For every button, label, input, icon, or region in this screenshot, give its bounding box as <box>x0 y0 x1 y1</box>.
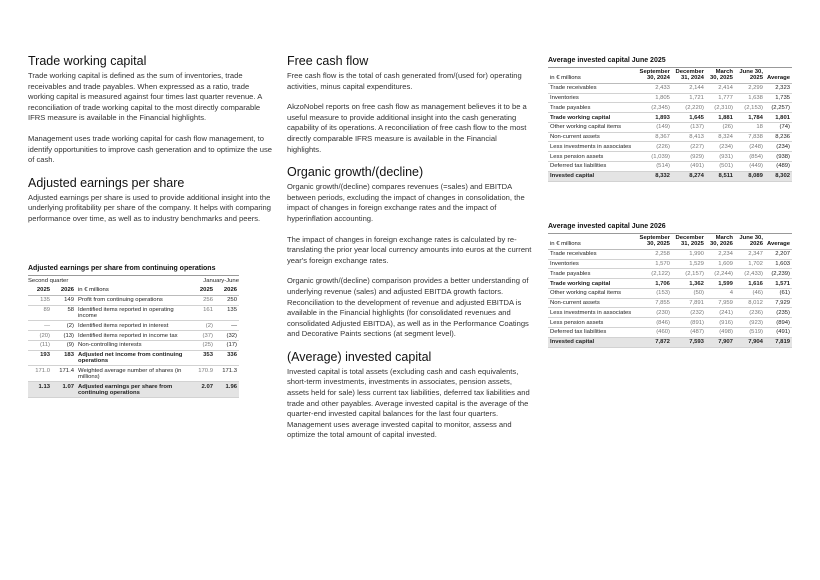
aic-2026-cell-label: Non-current assets <box>548 298 638 308</box>
aic-2026-cell-label: Inventories <box>548 259 638 269</box>
eps-cell-h2025: (25) <box>189 340 215 350</box>
aic-2025-cell-value: 1,893 <box>638 113 672 123</box>
aic-2025-cell-value: (489) <box>765 162 792 172</box>
eps-cell-q2026: 58 <box>52 305 76 321</box>
aic-2025-header-q3: March 30, 2025 <box>706 68 735 84</box>
aic-2026-cell-value: 1,362 <box>672 279 706 289</box>
eps-cell-h2025: 353 <box>189 350 215 366</box>
eps-period-left: Second quarter <box>28 278 69 284</box>
eps-cell-q2025: (20) <box>28 331 52 341</box>
eps-cell-q2025: 193 <box>28 350 52 366</box>
table-row <box>548 83 792 93</box>
aic-2026-cell-value: 2,258 <box>638 249 672 259</box>
eps-cell-q2026: 149 <box>52 295 76 305</box>
eps-cell-h2025: 2.07 <box>189 382 215 398</box>
aic-2026-cell-value: 7,959 <box>706 298 735 308</box>
table-row <box>548 279 792 289</box>
aic-2026-cell-label: Less investments in associates <box>548 308 638 318</box>
aic-2025-cell-value: (2,153) <box>735 103 765 113</box>
eps-cell-label: Profit from continuing operations <box>76 295 189 305</box>
aic-2026-cell-value: 2,347 <box>735 249 765 259</box>
aic-2026-cell-label: Invested capital <box>548 337 638 347</box>
table-row <box>548 162 792 172</box>
aic-heading: (Average) invested capital <box>287 349 432 364</box>
table-row <box>548 337 792 347</box>
aic-2026-table-body <box>548 249 792 347</box>
aic-2026-cell-value: 7,929 <box>765 298 792 308</box>
aic-2025-cell-label: Other working capital items <box>548 122 638 132</box>
aic-2025-cell-value: (2,345) <box>638 103 672 113</box>
aic-2026-cell-value: (2,122) <box>638 269 672 279</box>
eps-header-q2025: 2025 <box>28 286 52 295</box>
aic-2026-cell-value: 1,706 <box>638 279 672 289</box>
aic-2026-cell-value: 7,819 <box>765 337 792 347</box>
twc-paragraph-2: Management uses trade working capital for cash flow management, to identify opportunities to improve cash generation and to optimize the use of cash. <box>28 133 272 165</box>
eps-cell-q2025: 1.13 <box>28 382 52 398</box>
aic-2025-cell-value: 1,801 <box>765 113 792 123</box>
aic-2026-cell-value: 1,603 <box>765 259 792 269</box>
aic-2026-cell-label: Less pension assets <box>548 318 638 328</box>
aic-2026-cell-value: (2,244) <box>706 269 735 279</box>
aic-2026-cell-value: (2,239) <box>765 269 792 279</box>
eps-header-row <box>28 286 239 295</box>
aic-2026-cell-value: 1,570 <box>638 259 672 269</box>
aic-2025-cell-value: (234) <box>706 142 735 152</box>
table-row <box>548 103 792 113</box>
aic-2025-cell-value: (248) <box>735 142 765 152</box>
aic-2025-cell-value: 1,784 <box>735 113 765 123</box>
eps-cell-h2026: 135 <box>215 305 239 321</box>
aic-2025-cell-value: (854) <box>735 152 765 162</box>
eps-cell-q2026: (9) <box>52 340 76 350</box>
middle-column <box>287 54 532 451</box>
eps-cell-h2025: 170.9 <box>189 366 215 382</box>
eps-cell-label: Identified items reported in interest <box>76 321 189 331</box>
twc-paragraph-1: Trade working capital is defined as the sum of inventories, trade receivables and trade payables. When expressed as a ratio, trade working capital is measured against four times last quarter revenue. A reconciliation of trade working capital to the most directly comparable IFRS measure is available in the Financial highlights. <box>28 71 262 123</box>
eps-header-unit: in € millions <box>76 286 189 295</box>
eps-period-right: January-June <box>203 278 239 284</box>
aic-2025-cell-value: 1,638 <box>735 93 765 103</box>
aic-2026-header-row <box>548 234 792 250</box>
eps-cell-h2025: (37) <box>189 331 215 341</box>
eps-cell-q2025: — <box>28 321 52 331</box>
eps-cell-h2026: 336 <box>215 350 239 366</box>
aic-2026-cell-value: (232) <box>672 308 706 318</box>
eps-cell-h2026: 171.3 <box>215 366 239 382</box>
aic-2026-cell-value: 1,571 <box>765 279 792 289</box>
aic-2025-cell-value: (234) <box>765 142 792 152</box>
eps-cell-label: Adjusted net income from continuing operations <box>76 350 189 366</box>
table-row <box>28 295 239 305</box>
aic-2025-cell-value: 2,323 <box>765 83 792 93</box>
aic-2026-cell-value: (153) <box>638 288 672 298</box>
aic-2025-header-q2: December 31, 2024 <box>672 68 706 84</box>
aic-2025-cell-value: (2,220) <box>672 103 706 113</box>
aic-2026-cell-label: Other working capital items <box>548 288 638 298</box>
table-row <box>548 171 792 181</box>
aic-2025-cell-value: 8,089 <box>735 171 765 181</box>
aic-2025-cell-value: (491) <box>672 162 706 172</box>
aic-2025-cell-label: Less pension assets <box>548 152 638 162</box>
aic-2025-cell-value: 8,236 <box>765 132 792 142</box>
aic-2026-cell-value: 2,207 <box>765 249 792 259</box>
eps-cell-q2026: 183 <box>52 350 76 366</box>
aic-2025-title: Average invested capital June 2025 <box>548 57 666 64</box>
table-row <box>548 269 792 279</box>
aic-2026-cell-value: 1,702 <box>735 259 765 269</box>
aic-2025-cell-value: 8,324 <box>706 132 735 142</box>
aic-2026-cell-value: 1,616 <box>735 279 765 289</box>
aic-2025-cell-value: 1,645 <box>672 113 706 123</box>
eps-header-h2026: 2026 <box>215 286 239 295</box>
table-row <box>28 382 239 398</box>
aic-2026-cell-value: (916) <box>706 318 735 328</box>
aic-2026-header-average: Average <box>765 234 792 250</box>
aic-2025-cell-value: 1,721 <box>672 93 706 103</box>
eps-table-title: Adjusted earnings per share from continuing operations <box>28 265 216 272</box>
aic-2025-cell-value: (227) <box>672 142 706 152</box>
aic-2025-cell-value: 7,838 <box>735 132 765 142</box>
table-row <box>548 142 792 152</box>
eps-table-block <box>28 265 239 398</box>
eps-cell-h2026: — <box>215 321 239 331</box>
table-row <box>548 93 792 103</box>
aic-2025-cell-value: 8,413 <box>672 132 706 142</box>
table-row <box>548 113 792 123</box>
eps-heading: Adjusted earnings per share <box>28 175 185 190</box>
table-row <box>28 305 239 321</box>
eps-period-row <box>28 276 239 287</box>
table-row <box>28 340 239 350</box>
aic-2026-cell-value: (2,433) <box>735 269 765 279</box>
aic-2026-cell-value: 7,872 <box>638 337 672 347</box>
eps-table <box>28 275 239 398</box>
twc-heading: Trade working capital <box>28 54 147 68</box>
table-row <box>548 288 792 298</box>
aic-2026-cell-value: (491) <box>765 328 792 338</box>
aic-2026-cell-label: Trade receivables <box>548 249 638 259</box>
og-paragraph-1: Organic growth/(decline) compares revenues (=sales) and EBITDA between periods, excluding the impact of changes in consolidation, the impact of changes in foreign exchange rates and the impact of hyperinflation accounting. <box>287 182 525 223</box>
aic-2026-cell-value: (50) <box>672 288 706 298</box>
eps-header-q2026: 2026 <box>52 286 76 295</box>
aic-2026-cell-value: 4 <box>706 288 735 298</box>
aic-2025-cell-value: (931) <box>706 152 735 162</box>
aic-2026-cell-value: (923) <box>735 318 765 328</box>
aic-2025-cell-value: 8,511 <box>706 171 735 181</box>
aic-2026-cell-value: (2,157) <box>672 269 706 279</box>
aic-2025-cell-label: Trade payables <box>548 103 638 113</box>
aic-2025-cell-value: (1,039) <box>638 152 672 162</box>
aic-2026-cell-value: 1,529 <box>672 259 706 269</box>
aic-2026-cell-value: 2,234 <box>706 249 735 259</box>
eps-cell-q2025: (11) <box>28 340 52 350</box>
aic-2026-cell-value: 1,990 <box>672 249 706 259</box>
aic-2025-cell-value: 2,299 <box>735 83 765 93</box>
eps-paragraph-1: Adjusted earnings per share is used to provide additional insight into the underlying profitability per share of the company. It helps with comparing performance over time, as well as to industry benchmarks and peers. <box>28 192 271 223</box>
aic-2025-cell-value: (514) <box>638 162 672 172</box>
eps-cell-q2026: (2) <box>52 321 76 331</box>
og-heading: Organic growth/(decline) <box>287 165 424 180</box>
eps-cell-q2026: (13) <box>52 331 76 341</box>
aic-2025-cell-value: 1,777 <box>706 93 735 103</box>
aic-2025-cell-label: Less investments in associates <box>548 142 638 152</box>
aic-2026-cell-value: 8,012 <box>735 298 765 308</box>
aic-2026-header-q4: June 30, 2026 <box>735 234 765 250</box>
table-row <box>548 308 792 318</box>
aic-2026-cell-value: 7,855 <box>638 298 672 308</box>
eps-cell-h2026: 1.96 <box>215 382 239 398</box>
aic-2026-block <box>548 223 792 348</box>
aic-2025-cell-value: 1,805 <box>638 93 672 103</box>
eps-cell-h2025: 256 <box>189 295 215 305</box>
table-row <box>548 249 792 259</box>
table-row <box>28 350 239 366</box>
aic-2026-cell-value: 1,609 <box>706 259 735 269</box>
eps-cell-label: Adjusted earnings per share from continuing operations <box>76 382 189 398</box>
aic-paragraph-1: Invested capital is total assets (excluding cash and cash equivalents, short-term investments, investments in associates, pension assets, assets held for sale) less current tax liabilities, deferred tax liabilities and trade and other payables. Average invested capital is the average of the quarter-end invested capital balances for the last four quarters. Management uses average invested capital to monitor, assess and optimize the total amount of capital invested. <box>287 366 530 440</box>
aic-2025-header-unit: in € millions <box>548 68 638 84</box>
aic-2026-cell-value: (498) <box>706 328 735 338</box>
aic-2026-cell-value: (230) <box>638 308 672 318</box>
aic-2026-cell-value: 7,891 <box>672 298 706 308</box>
aic-2025-cell-value: 2,414 <box>706 83 735 93</box>
eps-cell-q2026: 171.4 <box>52 366 76 382</box>
aic-2026-header-q2: December 31, 2025 <box>672 234 706 250</box>
aic-2026-cell-value: (235) <box>765 308 792 318</box>
aic-2025-cell-value: (149) <box>638 122 672 132</box>
og-paragraph-3: Organic growth/(decline) comparison provides a better understanding of underlying revenue (sales) and adjusted EBITDA growth factors. Reconciliation to the development of revenue and adjusted EBITDA is available in the Financial highlights (for consolidated revenues and consolidated Adjusted EBITDA), as well as in the Performance Coatings and Decorative Paints sections (at segment level). <box>287 276 529 339</box>
table-row <box>548 328 792 338</box>
fcf-paragraph-2: AkzoNobel reports on free cash flow as management believes it to be a useful measure to provide additional insight into the cash generating capability of its operations. A reconciliation of free cash flow to the most directly comparable IFRS measure is available in the Financial highlights. <box>287 102 527 154</box>
aic-2025-header-average: Average <box>765 68 792 84</box>
aic-2025-cell-value: (929) <box>672 152 706 162</box>
eps-cell-label: Non-controlling interests <box>76 340 189 350</box>
eps-cell-h2026: 250 <box>215 295 239 305</box>
aic-2025-header-q1: September 30, 2024 <box>639 69 670 82</box>
aic-2025-cell-label: Invested capital <box>548 171 638 181</box>
aic-2025-cell-value: 8,332 <box>638 171 672 181</box>
aic-2025-cell-label: Non-current assets <box>548 132 638 142</box>
eps-cell-h2026: (17) <box>215 340 239 350</box>
aic-2026-cell-value: (519) <box>735 328 765 338</box>
aic-2026-cell-value: (894) <box>765 318 792 328</box>
eps-cell-label: Identified items reported in income tax <box>76 331 189 341</box>
eps-cell-label: Weighted average number of shares (in millions) <box>76 366 189 382</box>
aic-2026-cell-value: 7,593 <box>672 337 706 347</box>
aic-2025-header-q4: June 30, 2025 <box>735 68 765 84</box>
aic-2026-cell-value: 7,907 <box>706 337 735 347</box>
eps-cell-q2026: 1.07 <box>52 382 76 398</box>
eps-cell-q2025: 171.0 <box>28 366 52 382</box>
aic-2025-cell-value: 8,302 <box>765 171 792 181</box>
eps-cell-h2025: (2) <box>189 321 215 331</box>
aic-2026-cell-label: Trade payables <box>548 269 638 279</box>
eps-cell-label: Identified items reported in operating income <box>76 305 189 321</box>
aic-2026-cell-value: (846) <box>638 318 672 328</box>
aic-2026-cell-label: Trade working capital <box>548 279 638 289</box>
aic-2026-cell-value: (460) <box>638 328 672 338</box>
eps-table-body <box>28 295 239 397</box>
table-row <box>548 259 792 269</box>
aic-2025-cell-value: 1,735 <box>765 93 792 103</box>
aic-2025-cell-value: (137) <box>672 122 706 132</box>
aic-2025-cell-value: 8,367 <box>638 132 672 142</box>
aic-2025-cell-value: 8,274 <box>672 171 706 181</box>
aic-2026-cell-value: 1,599 <box>706 279 735 289</box>
aic-2025-cell-value: 18 <box>735 122 765 132</box>
aic-2026-cell-value: (46) <box>735 288 765 298</box>
aic-2025-header-row <box>548 68 792 84</box>
table-row <box>548 152 792 162</box>
aic-2026-header-unit: in € millions <box>548 234 638 250</box>
aic-2025-cell-value: (2,257) <box>765 103 792 113</box>
eps-header-h2025: 2025 <box>189 286 215 295</box>
aic-2025-cell-value: (449) <box>735 162 765 172</box>
fcf-paragraph-1: Free cash flow is the total of cash generated from/(used for) operating activities, minus capital expenditures. <box>287 71 522 91</box>
aic-2025-cell-label: Deferred tax liabilities <box>548 162 638 172</box>
aic-2025-cell-label: Trade receivables <box>548 83 638 93</box>
table-row <box>548 132 792 142</box>
aic-2026-cell-value: (241) <box>706 308 735 318</box>
aic-2026-cell-value: (236) <box>735 308 765 318</box>
og-paragraph-2: The impact of changes in foreign exchange rates is calculated by re-translating the prior year local currency amounts into euros at the current year's foreign exchange rates. <box>287 234 532 265</box>
left-column <box>28 54 272 235</box>
aic-2025-cell-value: 1,881 <box>706 113 735 123</box>
aic-2026-cell-value: (891) <box>672 318 706 328</box>
aic-2026-cell-label: Deferred tax liabilities <box>548 328 638 338</box>
eps-cell-h2026: (32) <box>215 331 239 341</box>
eps-cell-q2025: 89 <box>28 305 52 321</box>
aic-2025-cell-value: (74) <box>765 122 792 132</box>
table-row <box>28 331 239 341</box>
aic-2025-cell-label: Trade working capital <box>548 113 638 123</box>
aic-2026-header-q3: March 30, 2026 <box>706 234 735 250</box>
aic-2025-cell-value: (226) <box>638 142 672 152</box>
aic-2026-cell-value: (61) <box>765 288 792 298</box>
table-row <box>28 366 239 382</box>
aic-2025-cell-label: Inventories <box>548 93 638 103</box>
aic-2025-cell-value: (26) <box>706 122 735 132</box>
eps-cell-h2025: 161 <box>189 305 215 321</box>
aic-2025-cell-value: (2,310) <box>706 103 735 113</box>
aic-2025-table <box>548 67 792 182</box>
aic-2025-cell-value: (501) <box>706 162 735 172</box>
aic-2026-header-q1: September 30, 2025 <box>639 235 670 248</box>
aic-2025-cell-value: 2,433 <box>638 83 672 93</box>
aic-2025-block <box>548 57 792 182</box>
table-row <box>548 318 792 328</box>
table-row <box>548 122 792 132</box>
aic-2026-cell-value: 7,904 <box>735 337 765 347</box>
aic-2025-cell-value: (938) <box>765 152 792 162</box>
aic-2025-table-body <box>548 83 792 181</box>
aic-2025-cell-value: 2,144 <box>672 83 706 93</box>
aic-2026-cell-value: (487) <box>672 328 706 338</box>
table-row <box>548 298 792 308</box>
table-row <box>28 321 239 331</box>
eps-cell-q2025: 135 <box>28 295 52 305</box>
fcf-heading: Free cash flow <box>287 54 369 68</box>
aic-2026-title: Average invested capital June 2026 <box>548 223 666 230</box>
aic-2026-table <box>548 233 792 348</box>
